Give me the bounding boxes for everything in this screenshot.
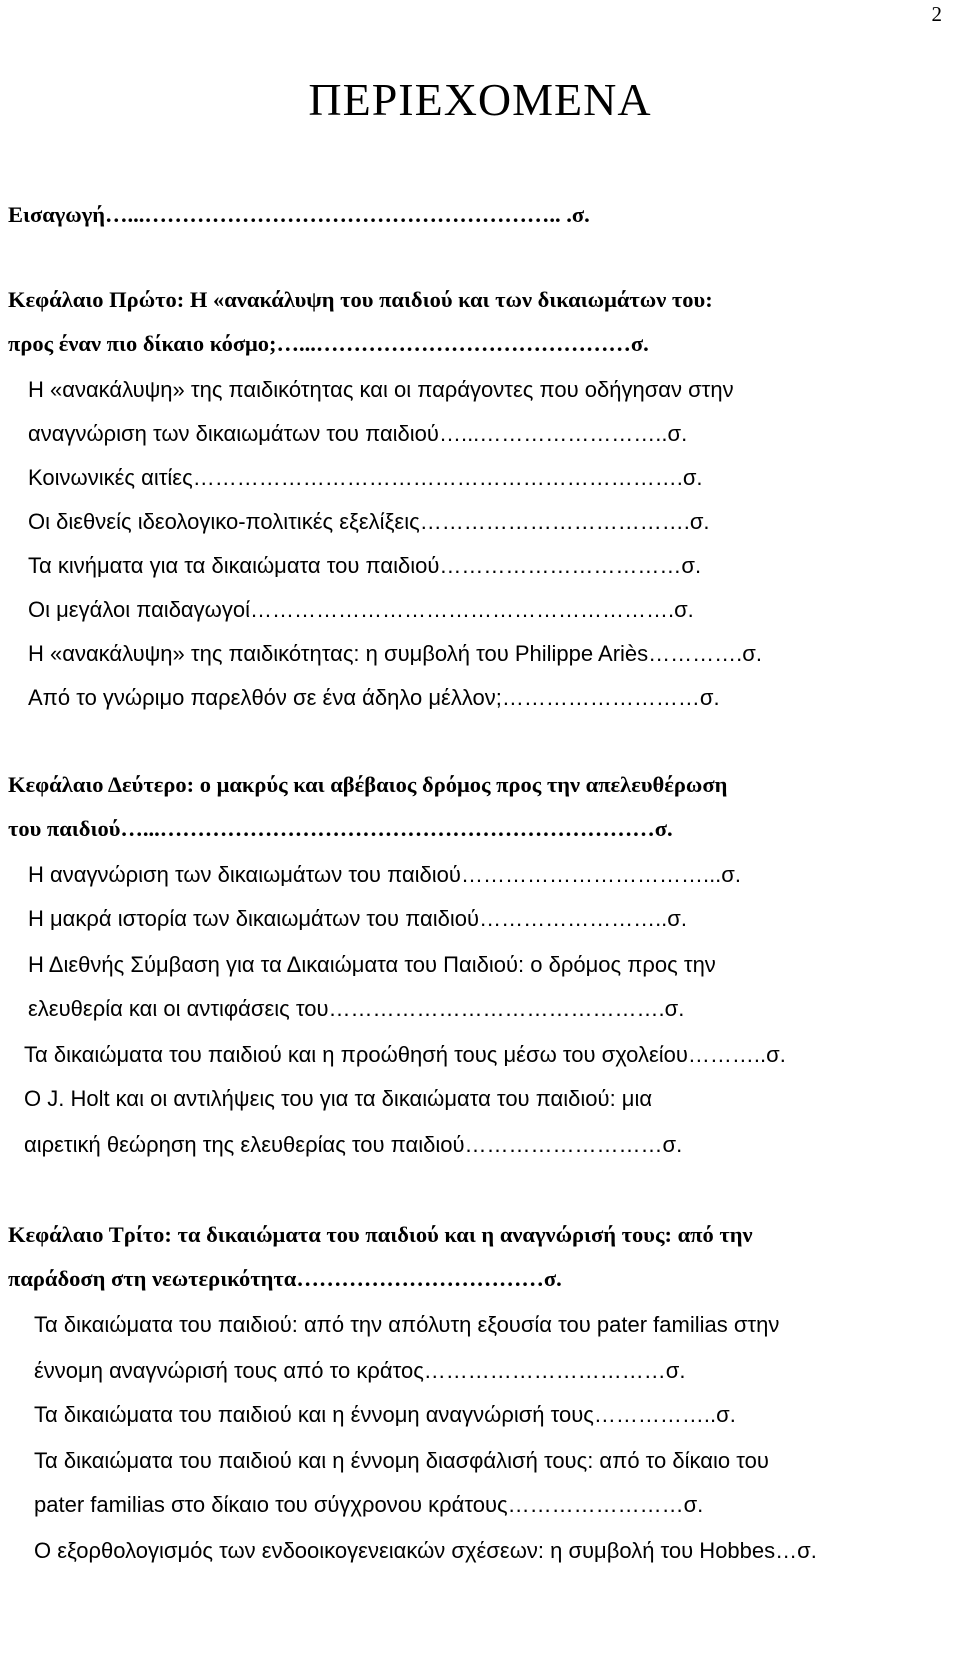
page-title: ΠΕΡΙΕΧΟΜΕΝΑ [308,74,652,125]
toc-entry[interactable]: Η Διεθνής Σύμβαση για τα Δικαιώματα του Παιδιού: ο δρόμος προς την [28,952,716,977]
toc-entry[interactable]: Τα δικαιώματα του παιδιού: από την απόλυτη εξουσία του pater familias στην [34,1312,780,1337]
toc-entry[interactable]: Ο J. Holt και οι αντιλήψεις του για τα δικαιώματα του παιδιού: μια [24,1086,653,1111]
toc-chapter-1-heading[interactable]: Κεφάλαιο Πρώτο: Η «ανακάλυψη του παιδιού και των δικαιωμάτων του: [8,287,713,312]
toc-entry[interactable]: Οι μεγάλοι παιδαγωγοί………………………………………………….σ. [28,597,694,622]
page-number: 2 [931,2,942,26]
toc-chapter-3-heading[interactable]: Κεφάλαιο Τρίτο: τα δικαιώματα του παιδιού και η αναγνώρισή τους: από την [8,1222,753,1247]
toc-entry[interactable]: pater familias στο δίκαιο του σύγχρονου κράτους……………………σ. [34,1492,704,1517]
toc-chapter-3-heading-continued[interactable]: παράδοση στη νεωτερικότητα……………………………σ. [8,1266,562,1291]
toc-entry[interactable]: Οι διεθνείς ιδεολογικο-πολιτικές εξελίξεις……………………………….σ. [28,509,710,534]
toc-entry[interactable]: ελευθερία και οι αντιφάσεις του……………………………………….σ. [28,996,685,1021]
toc-entry[interactable]: Η «ανακάλυψη» της παιδικότητας: η συμβολή του Philippe Ariès………….σ. [28,641,762,666]
toc-entry[interactable]: Από το γνώριμο παρελθόν σε ένα άδηλο μέλλον;………………………σ. [28,685,720,710]
toc-chapter-2-heading[interactable]: Κεφάλαιο Δεύτερο: ο μακρύς και αβέβαιος δρόμος προς την απελευθέρωση [8,772,728,797]
toc-entry[interactable]: Η «ανακάλυψη» της παιδικότητας και οι παράγοντες που οδήγησαν στην [28,377,734,402]
toc-entry[interactable]: Η αναγνώριση των δικαιωμάτων του παιδιού……………………………...σ. [28,862,741,887]
toc-entry[interactable]: Τα κινήματα για τα δικαιώματα του παιδιού……………………………σ. [28,553,702,578]
toc-entry[interactable]: Κοινωνικές αιτίες………………………………………………………….σ. [28,465,703,490]
toc-entry[interactable]: αναγνώριση των δικαιωμάτων του παιδιού…...……………………..σ. [28,421,688,446]
toc-entry[interactable]: Η μακρά ιστορία των δικαιωμάτων του παιδιού……………………..σ. [28,906,687,931]
toc-chapter-2-heading-continued[interactable]: του παιδιού…...…………………………………………………………σ. [8,816,673,841]
toc-entry[interactable]: Τα δικαιώματα του παιδιού και η έννομη αναγνώρισή τους……………..σ. [34,1402,736,1427]
toc-entry-introduction[interactable]: Εισαγωγή…...……………………………………………….. .σ. [8,202,590,227]
toc-chapter-1-heading-continued[interactable]: προς έναν πιο δίκαιο κόσμο;…...……………………………………σ. [8,331,649,356]
toc-entry[interactable]: Ο εξορθολογισμός των ενδοοικογενειακών σχέσεων: η συμβολή του Hobbes…σ. [34,1538,817,1563]
toc-entry[interactable]: Τα δικαιώματα του παιδιού και η προώθησή τους μέσω του σχολείου………..σ. [24,1042,786,1067]
toc-entry[interactable]: έννομη αναγνώρισή τους από το κράτος……………………………σ. [34,1358,686,1383]
toc-entry[interactable]: αιρετική θεώρηση της ελευθερίας του παιδιού………………………σ. [24,1132,683,1157]
toc-entry[interactable]: Τα δικαιώματα του παιδιού και η έννομη διασφάλισή τους: από το δίκαιο του [34,1448,769,1473]
